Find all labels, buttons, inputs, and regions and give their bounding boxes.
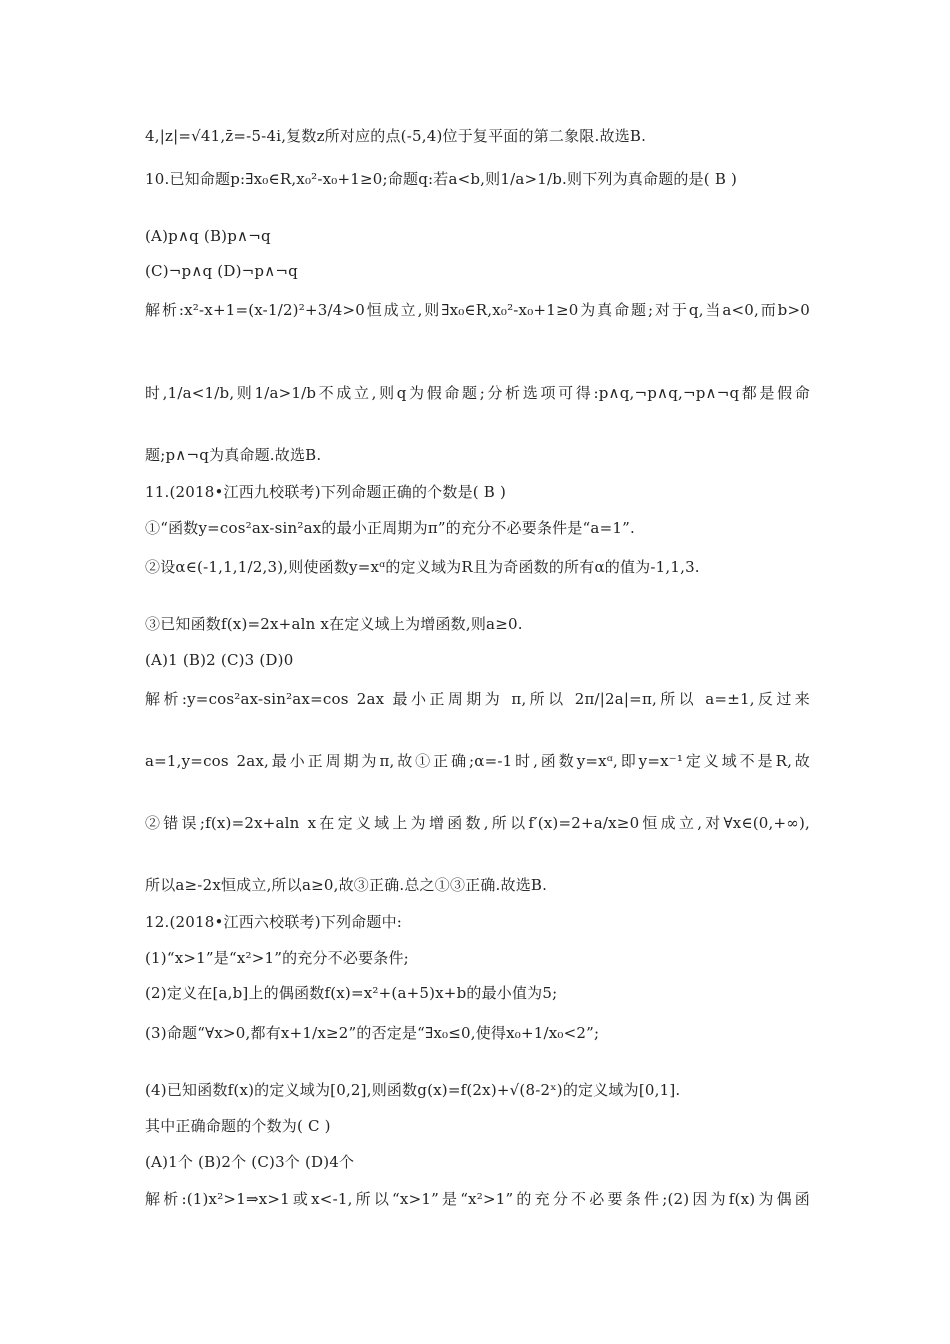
solution-line: 所以a≥-2x恒成立,所以a≥0,故③正确.总之①③正确.故选B. bbox=[145, 876, 548, 894]
solution-line: a=1,y=cos 2ax,最小正周期为π,故①正确;α=-1时,函数y=xᵅ,即y=x⁻¹定义域不是R,故 bbox=[145, 752, 810, 770]
solution-line: ②错误;f(x)=2x+aln x在定义域上为增函数,所以f′(x)=2+a/x≥0恒成立,对∀x∈(0,+∞), bbox=[145, 814, 810, 832]
option-line: (A)1个 (B)2个 (C)3个 (D)4个 bbox=[145, 1153, 355, 1171]
statement-line: ②设α∈(-1,1,1/2,3),则使函数y=xᵅ的定义域为R且为奇函数的所有α的值为-1,1,3. bbox=[145, 558, 700, 576]
solution-line: 题;p∧¬q为真命题.故选B. bbox=[145, 446, 322, 464]
statement-line: (4)已知函数f(x)的定义域为[0,2],则函数g(x)=f(2x)+√(8-2ˣ)的定义域为[0,1]. bbox=[145, 1081, 681, 1099]
statement-line: ①“函数y=cos²ax-sin²ax的最小正周期为π”的充分不必要条件是“a=1”. bbox=[145, 519, 635, 537]
solution-line: 解析:(1)x²>1⇒x>1或x<-1,所以“x>1”是“x²>1”的充分不必要条件;(2)因为f(x)为偶函 bbox=[145, 1190, 810, 1208]
question-11: 11.(2018•江西九校联考)下列命题正确的个数是( B ) bbox=[145, 483, 507, 501]
statement-line: 其中正确命题的个数为( C ) bbox=[145, 1117, 331, 1135]
option-line: (C)¬p∧q (D)¬p∧¬q bbox=[145, 262, 298, 280]
option-line: (A)1 (B)2 (C)3 (D)0 bbox=[145, 651, 294, 669]
question-12: 12.(2018•江西六校联考)下列命题中: bbox=[145, 913, 403, 931]
statement-line: ③已知函数f(x)=2x+aln x在定义域上为增函数,则a≥0. bbox=[145, 615, 523, 633]
text-line-1: 4,|z|=√41,z̄=-5-4i,复数z所对应的点(-5,4)位于复平面的第二象限.故选B. bbox=[145, 127, 647, 145]
option-line: (A)p∧q (B)p∧¬q bbox=[145, 227, 271, 245]
solution-line: 时,1/a<1/b,则1/a>1/b不成立,则q为假命题;分析选项可得:p∧q,¬p∧q,¬p∧¬q都是假命 bbox=[145, 384, 810, 402]
question-10: 10.已知命题p:∃x₀∈R,x₀²-x₀+1≥0;命题q:若a<b,则1/a>1/b.则下列为真命题的是( B ) bbox=[145, 170, 738, 188]
statement-line: (2)定义在[a,b]上的偶函数f(x)=x²+(a+5)x+b的最小值为5; bbox=[145, 984, 558, 1002]
statement-line: (1)“x>1”是“x²>1”的充分不必要条件; bbox=[145, 949, 409, 967]
statement-line: (3)命题“∀x>0,都有x+1/x≥2”的否定是“∃x₀≤0,使得x₀+1/x₀<2”; bbox=[145, 1024, 600, 1042]
solution-line: 解析:x²-x+1=(x-1/2)²+3/4>0恒成立,则∃x₀∈R,x₀²-x₀+1≥0为真命题;对于q,当a<0,而b>0 bbox=[145, 301, 810, 319]
solution-line: 解析:y=cos²ax-sin²ax=cos 2ax 最小正周期为 π,所以 2π/|2a|=π,所以 a=±1,反过来 bbox=[145, 690, 810, 708]
